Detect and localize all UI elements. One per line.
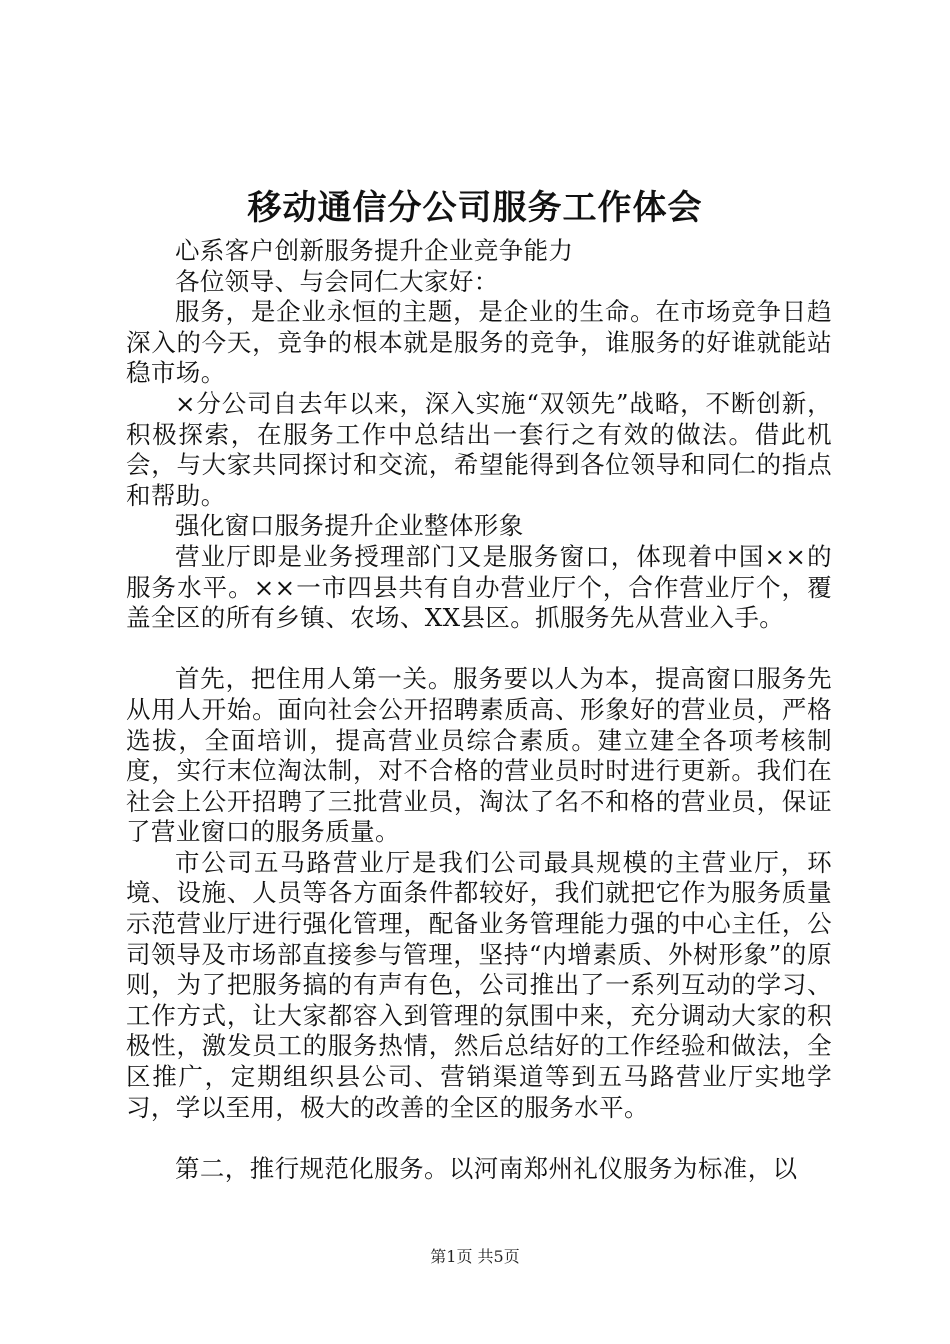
paragraph-spacer [126, 634, 832, 665]
paragraph-spacer [126, 1123, 832, 1154]
document-body [126, 236, 832, 1184]
body-paragraph: 第二，推行规范化服务。以河南郑州礼仪服务为标准，以 [175, 1153, 798, 1183]
body-paragraph: 服务，是企业永恒的主题，是企业的生命。在市场竞争日趋深入的今天，竞争的根本就是服务的竞争，谁服务的好谁就能站稳市场。 [126, 297, 832, 388]
page-number-footer: 第1页 共5页 [430, 1247, 520, 1266]
body-paragraph: 首先，把住用人第一关。服务要以人为本，提高窗口服务先从用人开始。面向社会公开招聘素质高、形象好的营业员，严格选拔，全面培训，提高营业员综合素质。建立建全各项考核制度，实行末位淘汰制，对不合格的营业员时时进行更新。我们在社会上公开招聘了三批营业员，淘汰了名不和格的营业员，保证了营业窗口的服务质量。 [126, 664, 832, 847]
subtitle-paragraph: 心系客户创新服务提升企业竞争能力 [175, 236, 574, 265]
document-title: 移动通信分公司服务工作体会 [247, 188, 703, 228]
body-paragraph: ×分公司自去年以来，深入实施“双领先”战略，不断创新，积极探索，在服务工作中总结出一套行之有效的做法。借此机会，与大家共同探讨和交流，希望能得到各位领导和同仁的指点和帮助。 [126, 388, 832, 510]
greeting-paragraph: 各位领导、与会同仁大家好： [175, 266, 499, 296]
body-paragraph: 营业厅即是业务授理部门又是服务窗口，体现着中国××的服务水平。××一市四县共有自办营业厅个，合作营业厅个，覆盖全区的所有乡镇、农场、XX县区。抓服务先从营业入手。 [126, 541, 832, 633]
section-heading: 强化窗口服务提升企业整体形象 [175, 511, 524, 541]
body-paragraph: 市公司五马路营业厅是我们公司最具规模的主营业厅，环境、设施、人员等各方面条件都较好，我们就把它作为服务质量示范营业厅进行强化管理，配备业务管理能力强的中心主任，公司领导及市场部直接参与管理，坚持“内增素质、外树形象”的原则，为了把服务搞的有声有色，公司推出了一系列互动的学习、工作方式，让大家都容入到管理的氛围中来，充分调动大家的积极性，激发员工的服务热情，然后总结好的工作经验和做法，全区推广，定期组织县公司、营销渠道等到五马路营业厅实地学习，学以至用，极大的改善的全区的服务水平。 [126, 847, 832, 1122]
